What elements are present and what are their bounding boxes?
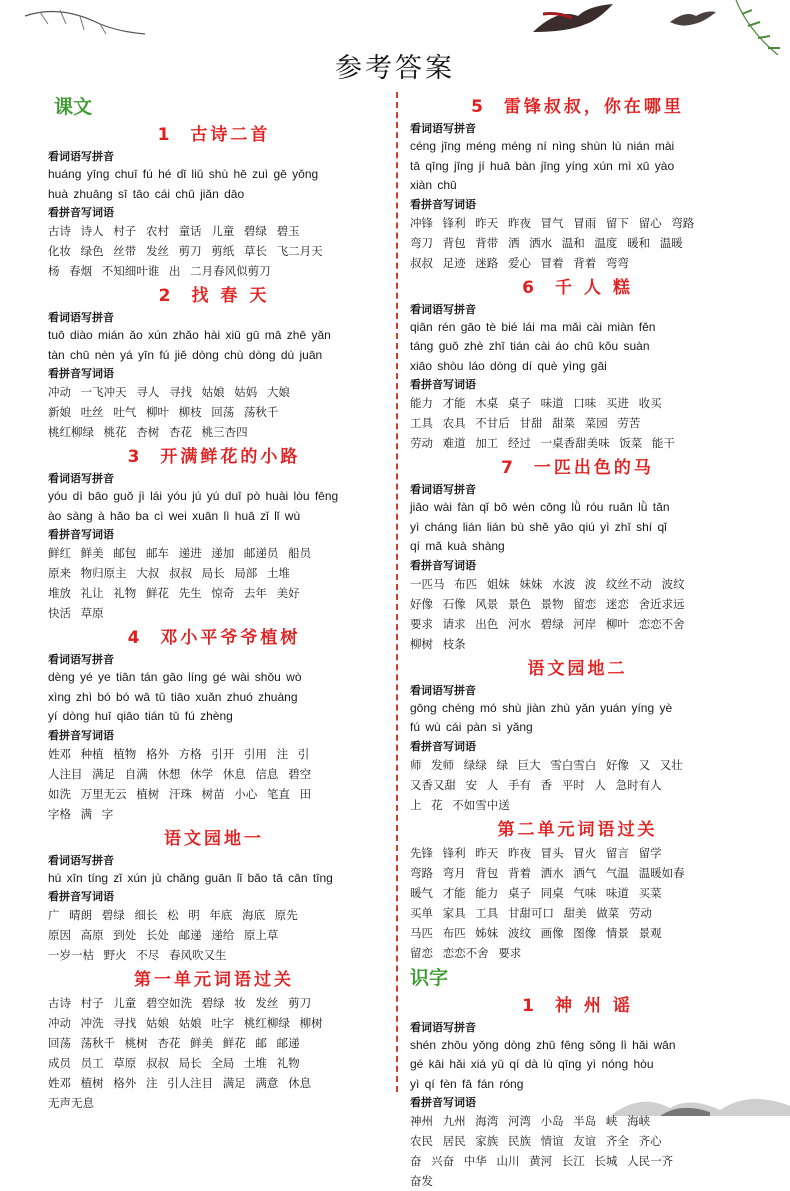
words-line: 古诗 诗人 村子 农村 童话 儿童 碧绿 碧玉	[48, 221, 380, 241]
pinyin-line: xiàn chū	[410, 176, 745, 196]
pinyin-line: gé kāi hǎi xiá yǔ qí dà lù qīng yì nóng hòu	[410, 1055, 745, 1075]
lesson-title: 3 开满鲜花的小路	[48, 444, 380, 470]
section-label: 看词语写拼音	[48, 309, 380, 326]
words-line: 工具 农具 不甘后 甘甜 甜菜 菜园 劳苦	[410, 413, 745, 433]
words-line: 弯刀 背包 背带 洒 洒水 温和 温度 暖和 温暖	[410, 233, 745, 253]
words-line: 快活 草原	[48, 603, 380, 623]
words-line: 好像 石像 风景 景色 景物 留恋 迷恋 舍近求远	[410, 594, 745, 614]
pinyin-line: huáng yīng chuī fú hé dǐ liǔ shù hē zuì gē yǒng	[48, 165, 380, 185]
section-label: 看词语写拼音	[410, 120, 745, 137]
words-line: 劳动 难道 加工 经过 一桌香甜美味 饭菜 能干	[410, 433, 745, 453]
pinyin-line: yóu dì bāo guǒ jì lái yóu jú yú duī pò huài lòu fēng	[48, 487, 380, 507]
words-line: 奋发	[410, 1171, 745, 1191]
words-line: 冲动 一飞冲天 寻人 寻找 姑娘 姑妈 大娘	[48, 382, 380, 402]
pinyin-line: yí dòng huī qiāo tián tǔ fú zhèng	[48, 707, 380, 727]
words-line: 能力 才能 木桌 桌子 味道 口味 买进 收买	[410, 393, 745, 413]
lesson-block	[410, 656, 745, 815]
pinyin-line: gōng chéng mó shù jiàn zhù yǎn yuán yíng yè	[410, 699, 745, 719]
words-line: 新娘 吐丝 吐气 柳叶 柳枝 回荡 荡秋千	[48, 402, 380, 422]
lesson-block	[48, 967, 380, 1113]
words-line: 堆放 礼让 礼物 鲜花 先生 惊奇 去年 美好	[48, 583, 380, 603]
lesson-block	[410, 275, 745, 454]
words-line: 成员 员工 草原 叔叔 局长 全局 土堆 礼物	[48, 1053, 380, 1073]
pinyin-line: tàn chū nèn yá yīn fú jiě dòng chù dòng dù juān	[48, 346, 380, 366]
lesson-title: 1 神 州 谣	[410, 993, 745, 1019]
words-line: 桃红柳绿 桃花 杏树 杏花 桃三杏四	[48, 422, 380, 442]
lesson-block	[48, 122, 380, 281]
section-label: 看词语写拼音	[48, 470, 380, 487]
words-line: 农民 居民 家族 民族 情谊 友谊 齐全 齐心	[410, 1131, 745, 1151]
pinyin-line: xìng zhì bó bó wā tǔ tiāo xuǎn zhuó zhuàng	[48, 688, 380, 708]
lesson-title: 6 千 人 糕	[410, 275, 745, 301]
section-label: 看拼音写词语	[48, 365, 380, 382]
words-line: 姓邓 种植 植物 格外 方格 引开 引用 注 引	[48, 744, 380, 764]
lesson-block	[48, 826, 380, 966]
words-line: 鲜红 鲜美 邮包 邮车 递进 递加 邮递员 船员	[48, 543, 380, 563]
pinyin-line: táng guǒ zhè zhī tián cài áo chū kǒu suàn	[410, 337, 745, 357]
words-line: 先锋 锋利 昨天 昨夜 冒头 冒火 留言 留学	[410, 843, 745, 863]
pinyin-line: dèng yé ye tiān tán gāo líng gé wài shǒu wò	[48, 668, 380, 688]
words-line: 原来 物归原主 大叔 叔叔 局长 局部 土堆	[48, 563, 380, 583]
section-label: 看拼音写词语	[48, 727, 380, 744]
section-label: 看拼音写词语	[48, 888, 380, 905]
words-line: 暖气 才能 能力 桌子 同桌 气味 味道 买菜	[410, 883, 745, 903]
pinyin-line: yì qí fèn fā fán róng	[410, 1075, 745, 1095]
words-line: 买单 家具 工具 甘甜可口 甜美 做菜 劳动	[410, 903, 745, 923]
lesson-block	[410, 993, 745, 1191]
words-line: 马匹 布匹 姊妹 波纹 画像 图像 情景 景观	[410, 923, 745, 943]
section-label: 看拼音写词语	[410, 557, 745, 574]
words-line: 人注目 满足 自满 休想 休学 休息 信息 碧空	[48, 764, 380, 784]
words-line: 又香又甜 安 人 手有 香 平时 人 急时有人	[410, 775, 745, 795]
lesson-title: 语文园地二	[410, 656, 745, 682]
lesson-block	[48, 625, 380, 824]
lesson-block	[410, 817, 745, 963]
words-line: 字格 满 字	[48, 804, 380, 824]
pinyin-line: huà zhuāng sī tāo cái chū jiǎn dāo	[48, 185, 380, 205]
lesson-title: 5 雷锋叔叔，你在哪里	[410, 94, 745, 120]
section-label: 看拼音写词语	[410, 738, 745, 755]
words-line: 原因 高原 到处 长处 邮递 递给 原上草	[48, 925, 380, 945]
words-line: 柳树 枝条	[410, 634, 745, 654]
lesson-title: 7 一匹出色的马	[410, 455, 745, 481]
section-label: 看词语写拼音	[410, 481, 745, 498]
section-label: 看拼音写词语	[410, 376, 745, 393]
words-line: 如洗 万里无云 植树 汗珠 树苗 小心 笔直 田	[48, 784, 380, 804]
section-label: 看词语写拼音	[410, 1019, 745, 1036]
words-line: 一岁一枯 野火 不尽 春风吹又生	[48, 945, 380, 965]
words-line: 神州 九州 海湾 河湾 小岛 半岛 峡 海峡	[410, 1111, 745, 1131]
lesson-block	[410, 94, 745, 273]
words-line: 冲锋 锋利 昨天 昨夜 冒气 冒雨 留下 留心 弯路	[410, 213, 745, 233]
words-line: 古诗 村子 儿童 碧空如洗 碧绿 妆 发丝 剪刀	[48, 993, 380, 1013]
lesson-block	[410, 455, 745, 654]
section-label: 看词语写拼音	[410, 682, 745, 699]
right-column	[410, 92, 745, 1191]
page-title: 参考答案	[0, 46, 790, 85]
words-line: 一匹马 布匹 姐妹 妹妹 水波 波 纹丝不动 波纹	[410, 574, 745, 594]
section-label: 看拼音写词语	[410, 1094, 745, 1111]
section-label: 看词语写拼音	[48, 651, 380, 668]
pinyin-line: tuō diào mián ǎo xún zhǎo hài xiū gū mā zhē yǎn	[48, 326, 380, 346]
words-line: 弯路 弯月 背包 背着 洒水 洒气 气温 温暖如春	[410, 863, 745, 883]
lesson-title: 第二单元词语过关	[410, 817, 745, 843]
lesson-title: 1 古诗二首	[48, 122, 380, 148]
words-line: 冲动 冲洗 寻找 姑娘 姑娘 吐字 桃红柳绿 柳树	[48, 1013, 380, 1033]
pinyin-line: shén zhōu yǒng dòng zhū fēng sǒng lì hǎi wān	[410, 1036, 745, 1056]
section-label: 看词语写拼音	[48, 148, 380, 165]
pinyin-line: ào sàng à hǎo ba cì wei xuān lì huā zǐ lǐ wù	[48, 507, 380, 527]
words-line: 姓邓 植树 格外 注 引人注目 满足 满意 休息	[48, 1073, 380, 1093]
pinyin-line: hú xīn tíng zǐ xún jù chǎng guān lǐ bǎo tǎ cān tīng	[48, 869, 380, 889]
words-line: 回荡 荡秋千 桃树 杏花 鲜美 鲜花 邮 邮递	[48, 1033, 380, 1053]
leaf-decoration-top-left	[20, 4, 150, 44]
words-line: 师 发师 绿绿 绿 巨大 雪白雪白 好像 又 又壮	[410, 755, 745, 775]
swallow-bird-small-icon	[668, 8, 718, 32]
pinyin-line: yì cháng lián lián bù shě yāo qiú yì zhī shí qǐ	[410, 518, 745, 538]
pinyin-line: qí mǎ kuà shàng	[410, 537, 745, 557]
lesson-title: 第一单元词语过关	[48, 967, 380, 993]
lesson-title: 4 邓小平爷爷植树	[48, 625, 380, 651]
words-line: 化妆 绿色 丝带 发丝 剪刀 剪纸 草长 飞二月天	[48, 241, 380, 261]
lesson-block	[48, 444, 380, 623]
words-line: 叔叔 足迹 迷路 爱心 冒着 背着 弯弯	[410, 253, 745, 273]
words-line: 上 花 不如雪中送	[410, 795, 745, 815]
words-line: 留恋 恋恋不舍 要求	[410, 943, 745, 963]
words-line: 要求 请求 出色 河水 碧绿 河岸 柳叶 恋恋不舍	[410, 614, 745, 634]
section-label: 看拼音写词语	[48, 204, 380, 221]
column-divider	[396, 92, 398, 1092]
section-label: 看词语写拼音	[410, 301, 745, 318]
part-heading-kewen: 课文	[54, 94, 380, 120]
section-label: 看词语写拼音	[48, 852, 380, 869]
words-line: 杨 春烟 不知细叶谁 出 二月春风似剪刀	[48, 261, 380, 281]
pinyin-line: jiāo wài fàn qǐ bō wén cōng lǜ róu ruǎn lǜ tǎn	[410, 498, 745, 518]
section-label: 看拼音写词语	[48, 526, 380, 543]
left-column	[48, 92, 380, 1113]
words-line: 广 晴朗 碧绿 细长 松 明 年底 海底 原先	[48, 905, 380, 925]
words-line: 无声无息	[48, 1093, 380, 1113]
pinyin-line: tā qīng jīng jí huā bàn jīng yíng xún mì xū yào	[410, 157, 745, 177]
words-line: 奋 兴奋 中华 山川 黄河 长江 长城 人民一齐	[410, 1151, 745, 1171]
part-heading-shizi: 识字	[410, 965, 745, 991]
pinyin-line: qiān rén gāo tè bié lái ma mǎi cài miàn fěn	[410, 318, 745, 338]
pinyin-line: fú wù cái pàn sì yǎng	[410, 718, 745, 738]
pinyin-line: céng jīng méng méng ní nìng shùn lù nián mài	[410, 137, 745, 157]
pinyin-line: xiāo shòu láo dòng dí què yìng gāi	[410, 357, 745, 377]
section-label: 看拼音写词语	[410, 196, 745, 213]
lesson-block	[48, 283, 380, 442]
lesson-title: 语文园地一	[48, 826, 380, 852]
lesson-title: 2 找 春 天	[48, 283, 380, 309]
swallow-bird-icon	[528, 2, 618, 42]
